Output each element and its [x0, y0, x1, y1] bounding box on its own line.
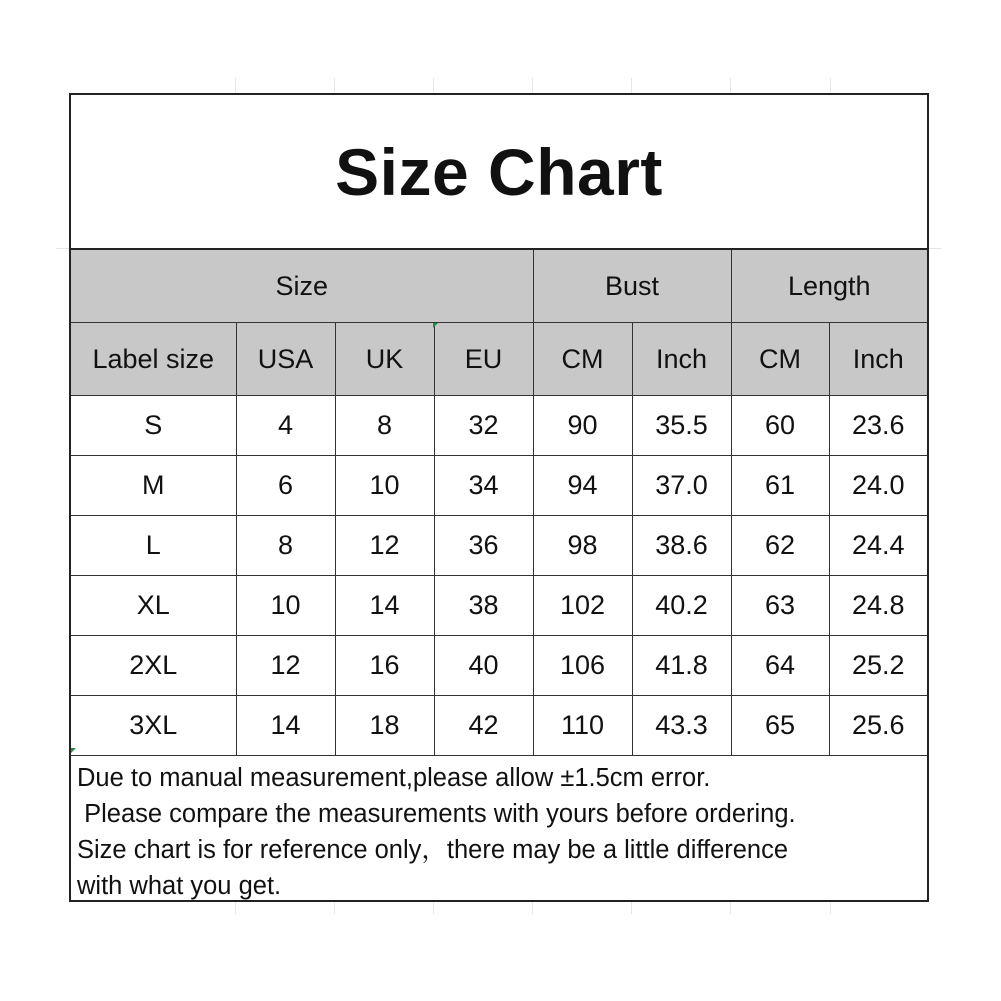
table-cell: 37.0 [632, 456, 731, 516]
table-cell: 62 [731, 516, 829, 576]
table-cell: 102 [533, 576, 632, 636]
column-header: CM [533, 323, 632, 396]
column-header: Inch [632, 323, 731, 396]
table-row [71, 636, 927, 696]
size-chart [69, 93, 929, 902]
chart-title: Size Chart [71, 95, 927, 250]
note-line: Please compare the measurements with yours before ordering. [77, 800, 796, 828]
table-cell: 94 [533, 456, 632, 516]
table-cell: M [71, 456, 236, 516]
table-cell: 24.4 [829, 516, 927, 576]
table-row [71, 576, 927, 636]
table-cell: 6 [236, 456, 335, 516]
sheet-gridline [56, 248, 69, 249]
column-header: UK [335, 323, 434, 396]
table-cell: 61 [731, 456, 829, 516]
sheet-gridline [830, 78, 831, 93]
table-cell: 106 [533, 636, 632, 696]
table-cell: 38.6 [632, 516, 731, 576]
column-header: CM [731, 323, 829, 396]
table-row [71, 516, 927, 576]
column-header: Label size [71, 323, 236, 396]
table-cell: 25.2 [829, 636, 927, 696]
note-line: with what you get. [77, 872, 282, 900]
table-cell: 2XL [71, 636, 236, 696]
table-cell: 42 [434, 696, 533, 756]
table-row [71, 456, 927, 516]
table-cell: 12 [236, 636, 335, 696]
table-cell: 10 [236, 576, 335, 636]
table-cell: 34 [434, 456, 533, 516]
table-cell: 35.5 [632, 396, 731, 456]
note-line: Due to manual measurement,please allow ±1.5cm error. [77, 764, 711, 792]
table-cell: 23.6 [829, 396, 927, 456]
column-header: Inch [829, 323, 927, 396]
table-cell: 18 [335, 696, 434, 756]
table-cell: 8 [335, 396, 434, 456]
table-cell: 25.6 [829, 696, 927, 756]
table-cell: 24.0 [829, 456, 927, 516]
table-cell: 3XL [71, 696, 236, 756]
table-cell: 40 [434, 636, 533, 696]
group-header-bust: Bust [533, 250, 731, 323]
table-cell: 90 [533, 396, 632, 456]
group-header-length: Length [731, 250, 927, 323]
table-cell: 60 [731, 396, 829, 456]
table-row [71, 396, 927, 456]
sheet-gridline [929, 248, 942, 249]
table-cell: 36 [434, 516, 533, 576]
sheet-gridline [433, 78, 434, 93]
table-cell: 38 [434, 576, 533, 636]
table-cell: 16 [335, 636, 434, 696]
table-cell: 4 [236, 396, 335, 456]
sheet-gridline [334, 78, 335, 93]
column-header-row [71, 323, 927, 396]
table-cell: 63 [731, 576, 829, 636]
cell-marker-icon [71, 748, 76, 753]
table-cell: 12 [335, 516, 434, 576]
cell-marker-icon [433, 323, 438, 328]
size-table [71, 250, 927, 756]
table-cell: L [71, 516, 236, 576]
sheet-gridline [631, 78, 632, 93]
table-cell: 64 [731, 636, 829, 696]
table-cell: 8 [236, 516, 335, 576]
measurement-note [77, 760, 923, 904]
column-header: EU [434, 323, 533, 396]
sheet-gridline [532, 78, 533, 93]
column-header: USA [236, 323, 335, 396]
table-cell: XL [71, 576, 236, 636]
table-cell: 14 [335, 576, 434, 636]
table-cell: 24.8 [829, 576, 927, 636]
table-cell: 10 [335, 456, 434, 516]
table-cell: 14 [236, 696, 335, 756]
group-header-row [71, 250, 927, 323]
table-cell: S [71, 396, 236, 456]
table-row [71, 696, 927, 756]
sheet-gridline [235, 78, 236, 93]
table-cell: 40.2 [632, 576, 731, 636]
table-cell: 98 [533, 516, 632, 576]
note-line: Size chart is for reference only，there may be a little difference [77, 836, 789, 864]
sheet-gridline [730, 78, 731, 93]
table-cell: 110 [533, 696, 632, 756]
table-cell: 41.8 [632, 636, 731, 696]
table-cell: 32 [434, 396, 533, 456]
table-cell: 65 [731, 696, 829, 756]
group-header-size: Size [71, 250, 533, 323]
table-cell: 43.3 [632, 696, 731, 756]
